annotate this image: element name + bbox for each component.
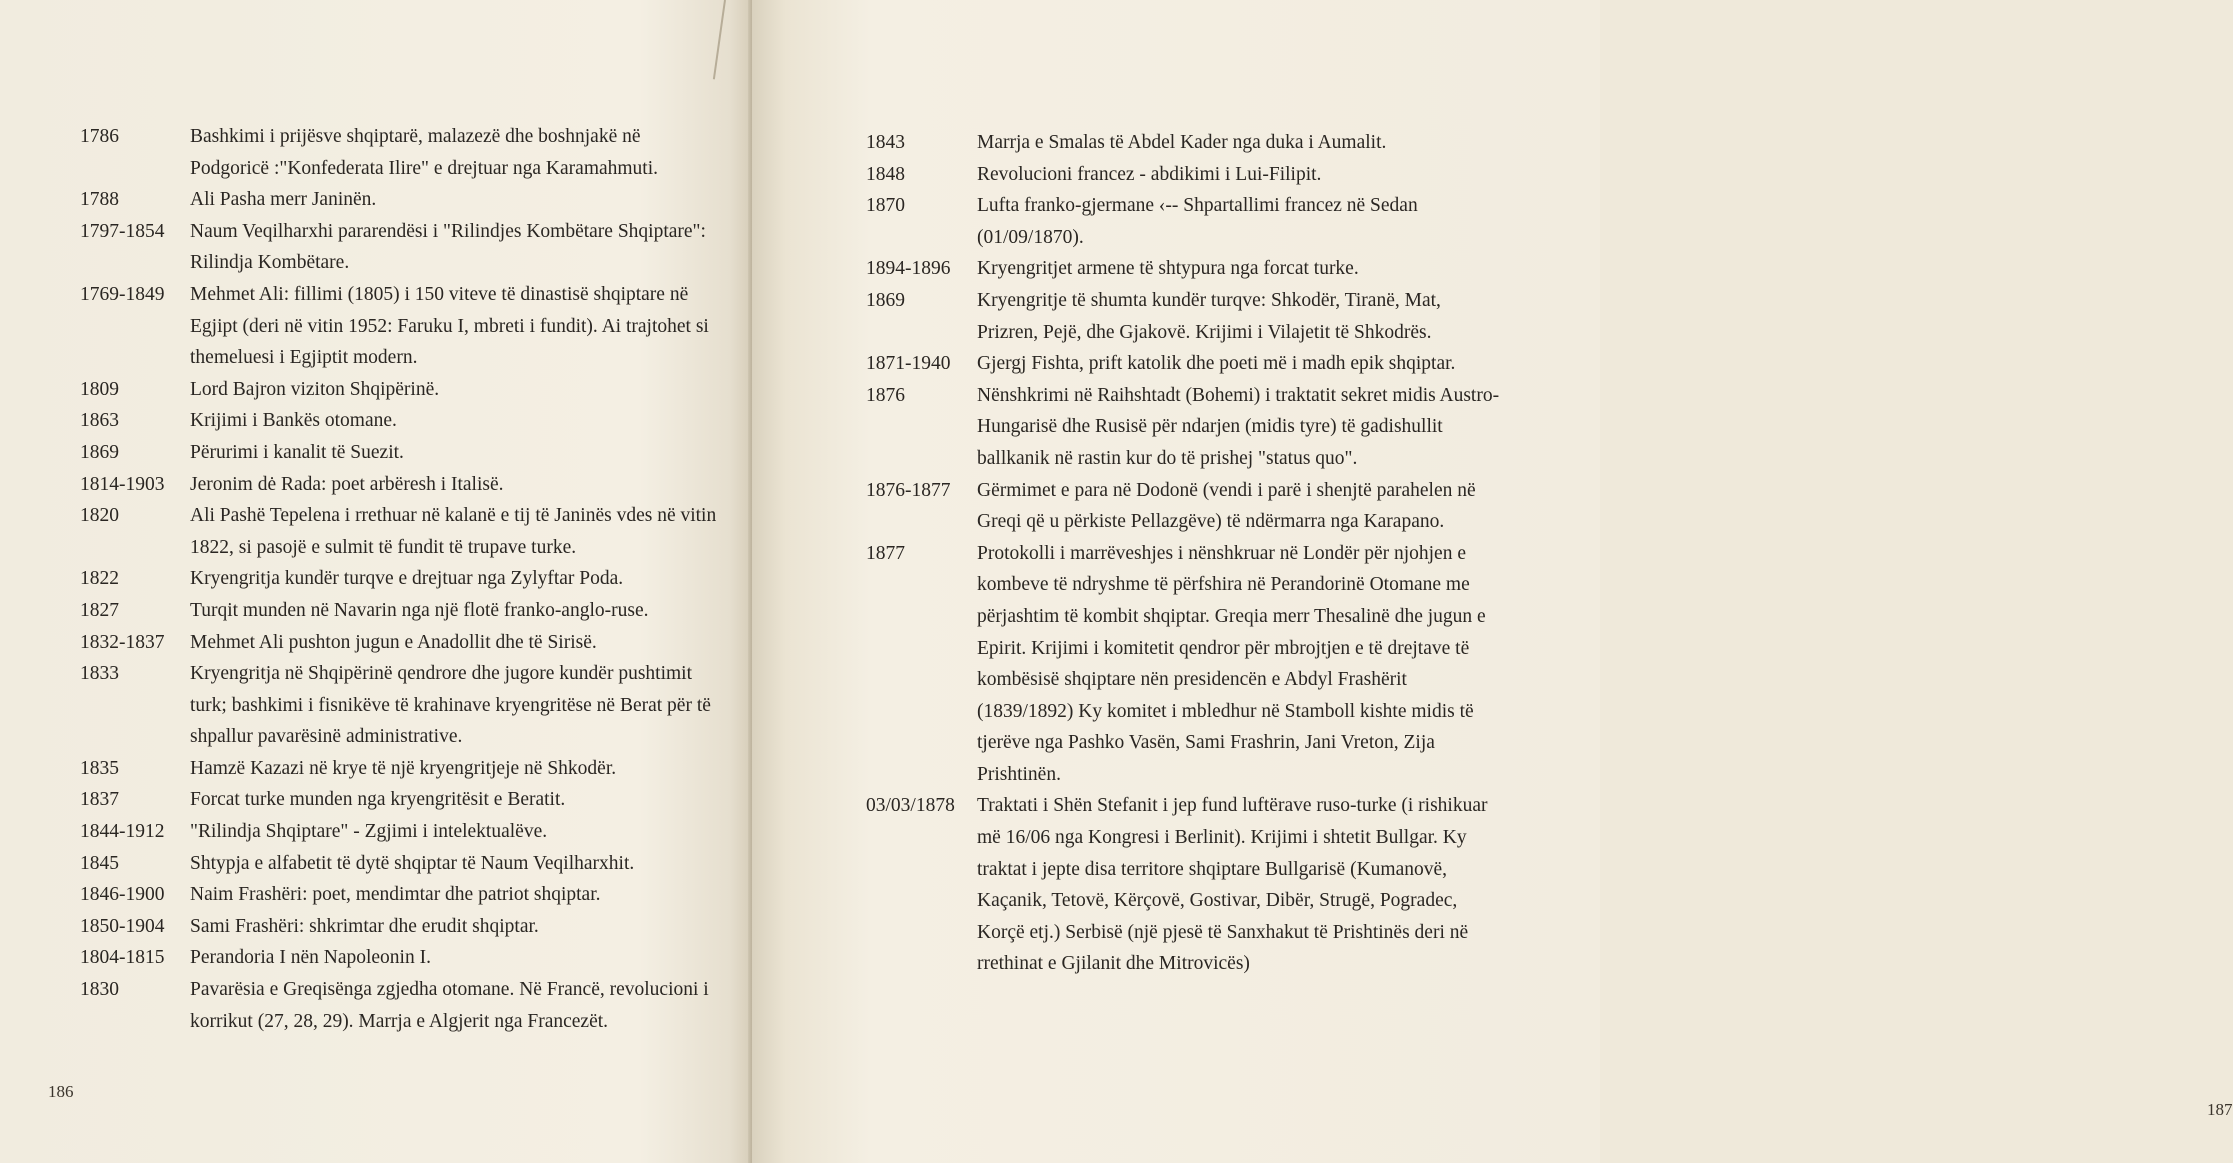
entry-text: Jeronim dė Rada: poet arbëresh i Italisë.: [190, 473, 504, 495]
timeline-entry: [80, 405, 720, 437]
timeline-entry: [80, 816, 720, 848]
entry-text: Kryengritja në Shqipërinë qendrore dhe jugore kundër pushtimit turk; bashkimi i fisnikëve të krahinave kryengritëse në Berat për të shpallur pavarësinë administrative.: [190, 663, 711, 748]
timeline-entry: [866, 190, 1506, 253]
entry-text: Lufta franko-gjermane ‹-- Shpartallimi francez në Sedan (01/09/1870).: [977, 195, 1418, 248]
timeline-entry: [80, 500, 720, 563]
timeline-entry: [80, 184, 720, 216]
timeline-entry: [80, 784, 720, 816]
entry-text: Mehmet Ali pushton jugun e Anadollit dhe të Sirisë.: [190, 631, 597, 653]
entry-year: 1845: [80, 852, 119, 874]
entry-text: Ali Pasha merr Janinën.: [190, 189, 377, 211]
entry-year: 1894-1896: [866, 258, 951, 280]
timeline-entry: [80, 595, 720, 627]
right-page: [752, 0, 2233, 1163]
timeline-entry: [866, 538, 1506, 791]
entry-text: Gjergj Fishta, prift katolik dhe poeti më i madh epik shqiptar.: [977, 353, 1456, 375]
entry-text: Kryengritja kundër turqve e drejtuar nga Zylyftar Poda.: [190, 568, 624, 590]
entry-year: 1830: [80, 979, 119, 1001]
entry-year: 1809: [80, 378, 119, 400]
page-number-right: 187: [2207, 1100, 2233, 1119]
entry-year: 1846-1900: [80, 884, 165, 906]
entry-year: 1869: [866, 289, 905, 311]
entry-text: Kryengritje të shumta kundër turqve: Shkodër, Tiranë, Mat, Prizren, Pejë, dhe Gjakovë. Krijimi i Vilajetit të Shkodrës.: [977, 289, 1441, 343]
entry-text: Turqit munden në Navarin nga një flotë franko-anglo-ruse.: [190, 599, 649, 621]
entry-text: Pavarësia e Greqisënga zgjedha otomane. Në Francë, revolucioni i korrikut (27, 28, 29). Marrja e Algjerit nga Francezët.: [190, 979, 709, 1032]
entry-text: Marrja e Smalas të Abdel Kader nga duka i Aumalit.: [977, 132, 1387, 153]
timeline-entry: [866, 285, 1506, 348]
right-timeline: [866, 127, 1506, 980]
entry-text: Naim Frashëri: poet, mendimtar dhe patriot shqiptar.: [190, 884, 601, 906]
left-page: [0, 0, 752, 1163]
page-crease: [713, 0, 726, 79]
timeline-entry: [866, 790, 1506, 980]
entry-text: Përurimi i kanalit të Suezit.: [190, 441, 404, 463]
entry-year: 1870: [866, 195, 905, 217]
entry-year: 1835: [80, 757, 119, 779]
entry-text: Krijimi i Bankës otomane.: [190, 410, 397, 432]
entry-year: 1832-1837: [80, 631, 165, 653]
timeline-entry: [866, 348, 1506, 380]
entry-year: 03/03/1878: [866, 795, 955, 817]
entry-text: Lord Bajron viziton Shqipërinë.: [190, 378, 440, 400]
entry-text: Hamzë Kazazi në krye të një kryengritjeje në Shkodër.: [190, 757, 617, 779]
entry-text: Mehmet Ali: fillimi (1805) i 150 viteve të dinastisë shqiptare në Egjipt (deri në vitin 1952: Faruku I, mbreti i fundit). Ai trajtohet si themeluesi i Egjiptit modern.: [190, 283, 709, 369]
timeline-entry: [80, 469, 720, 501]
entry-text: Traktati i Shën Stefanit i jep fund luftërave ruso-turke (i rishikuar më 16/06 nga Kongresi i Berlinit). Krijimi i shtetit Bullgar. Ky traktat i jepte disa territore shqiptare Bullgarisë (Kumanovë, Kaçanik, Tetovë, Kërçovë, Gostivar, Dibër, Strugë, Pogradec, Korçë etj.) Serbisë (një pjesë të Sanxhakut të Prishtinës deri në rrethinat e Gjilanit dhe Mitrovicës): [977, 795, 1488, 975]
entry-year: 1837: [80, 789, 119, 811]
entry-year: 1797-1854: [80, 220, 165, 242]
entry-text: Naum Veqilharxhi pararendësi i "Rilindjes Kombëtare Shqiptare": Rilindja Kombëtare.: [190, 220, 706, 274]
timeline-entry: [80, 374, 720, 406]
entry-text: Shtypja e alfabetit të dytë shqiptar të Naum Veqilharxhit.: [190, 852, 635, 874]
timeline-entry: [80, 563, 720, 595]
timeline-entry: [866, 253, 1506, 285]
timeline-entry: [80, 974, 720, 1037]
entry-text: Revolucioni francez - abdikimi i Lui-Filipit.: [977, 163, 1322, 185]
entry-year: 1863: [80, 410, 119, 432]
timeline-entry: [80, 627, 720, 659]
timeline-entry: [80, 279, 720, 374]
timeline-entry: [866, 475, 1506, 538]
entry-text: Forcat turke munden nga kryengritësit e Beratit.: [190, 789, 566, 811]
entry-year: 1827: [80, 599, 119, 621]
entry-year: 1822: [80, 568, 119, 590]
entry-year: 1877: [866, 542, 905, 564]
entry-text: Nënshkrimi në Raihshtadt (Bohemi) i traktatit sekret midis Austro-Hungarisë dhe Rusisë për ndarjen (midis tyre) të gadishullit ballkanik në rastin kur do të prishej "status quo".: [977, 384, 1500, 469]
timeline-entry: [80, 848, 720, 880]
timeline-entry: [80, 879, 720, 911]
timeline-entry: [80, 121, 720, 184]
entry-year: 1876: [866, 384, 905, 406]
timeline-entry: [80, 216, 720, 279]
timeline-entry: [866, 127, 1506, 159]
entry-year: 1848: [866, 163, 905, 185]
entry-year: 1814-1903: [80, 473, 165, 495]
entry-year: 1844-1912: [80, 821, 165, 843]
entry-year: 1820: [80, 505, 119, 527]
entry-year: 1788: [80, 189, 119, 211]
entry-year: 1843: [866, 132, 905, 153]
timeline-entry: [80, 437, 720, 469]
left-timeline: [80, 121, 720, 1037]
entry-year: 1769-1849: [80, 283, 165, 305]
entry-year: 1869: [80, 441, 119, 463]
timeline-entry: [866, 380, 1506, 475]
entry-year: 1876-1877: [866, 479, 951, 501]
entry-text: Sami Frashëri: shkrimtar dhe erudit shqiptar.: [190, 915, 539, 937]
entry-text: Bashkimi i prijësve shqiptarë, malazezë dhe boshnjakë në Podgoricë :"Konfederata Ilire" e drejtuar nga Karamahmuti.: [190, 126, 659, 179]
entry-year: 1871-1940: [866, 353, 951, 375]
entry-text: Gërmimet e para në Dodonë (vendi i parë i shenjtë parahelen në Greqi që u përkiste Pellazgëve) të ndërmarra nga Karapano.: [977, 479, 1476, 533]
page-number-left: 186: [48, 1082, 74, 1101]
entry-text: Ali Pashë Tepelena i rrethuar në kalanë e tij të Janinës vdes në vitin 1822, si pasojë e sulmit të fundit të trupave turke.: [190, 505, 717, 558]
entry-year: 1786: [80, 126, 119, 147]
timeline-entry: [80, 658, 720, 753]
timeline-entry: [80, 942, 720, 974]
entry-text: "Rilindja Shqiptare" - Zgjimi i intelektualëve.: [190, 821, 548, 843]
entry-year: 1804-1815: [80, 947, 165, 969]
timeline-entry: [80, 911, 720, 943]
entry-year: 1833: [80, 663, 119, 685]
entry-year: 1850-1904: [80, 915, 165, 937]
timeline-entry: [866, 159, 1506, 191]
entry-text: Protokolli i marrëveshjes i nënshkruar në Londër për njohjen e kombeve të ndryshme të përfshira në Perandorinë Otomane me përjashtim të kombit shqiptar. Greqia merr Thesalinë dhe jugun e Epirit. Krijimi i komitetit qendror për mbrojtjen e të drejtave të kombësisë shqiptare nën presidencën e Abdyl Frashërit (1839/1892) Ky komitet i mbledhur në Stamboll kishte midis të tjerëve nga Pashko Vasën, Sami Frashrin, Jani Vreton, Zija Prishtinën.: [977, 542, 1486, 785]
timeline-entry: [80, 753, 720, 785]
entry-text: Perandoria I nën Napoleonin I.: [190, 947, 431, 969]
entry-text: Kryengritjet armene të shtypura nga forcat turke.: [977, 258, 1359, 280]
